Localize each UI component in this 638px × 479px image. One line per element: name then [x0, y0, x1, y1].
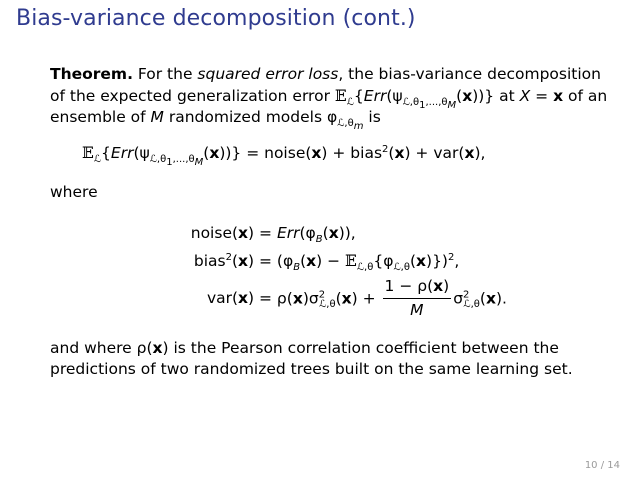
decomposition-equation: $𝔼_ℒ\{Err(\psi_{ℒ,\theta_1,...,\theta_M}(x))\}$ = noise(x) + bias$^2$(x) + var(x), — [82, 143, 486, 168]
fraction: $\frac{1 - \rho(x)}{M}$ — [384, 276, 450, 319]
slide-title: Bias-variance decomposition (cont.) — [16, 6, 416, 31]
theorem-label: Theorem. — [50, 65, 133, 83]
theorem-text: randomized models — [163, 108, 327, 126]
closing-text: ) is the Pearson correlation coefficient between the predictions of two randomized trees built on the same learning set. — [50, 338, 573, 378]
page-number: 10 / 14 — [584, 460, 620, 471]
component-equations — [50, 220, 507, 322]
noise-equation: noise(x) = $Err(\varphi_B(x))$, — [190, 223, 356, 245]
where-label: where — [50, 183, 98, 201]
theorem-text: , the bias-variance decomposition of the expected generalization error — [50, 65, 601, 105]
theorem-text: For the — [132, 65, 198, 83]
slide-content — [50, 64, 610, 381]
theorem-text: at — [494, 86, 520, 105]
emphasis-text: squared error loss — [197, 65, 339, 83]
variance-equation: var(x) = $\rho(x)\sigma^2_{ℒ,\theta}(x)$ + $\frac{1 - \rho(x)}{M}$ $\sigma^2_{ℒ,\theta}(x)$. — [50, 276, 507, 322]
closing-text: and where ρ( — [50, 338, 153, 357]
closing-paragraph: and where ρ(x) is the Pearson correlation coefficient between the predictions of two randomized trees built on the same learning set. — [50, 338, 573, 378]
bias-equation: bias$^2$(x) = ($\varphi_B(x)$ − $𝔼_{ℒ,\theta}\{\varphi_{ℒ,\theta}(x)\})^2$, — [193, 251, 460, 273]
theorem-text: is — [363, 108, 381, 126]
theorem-statement: Theorem. For the squared error loss, the bias-variance decomposition of the expected generalization error $𝔼_ℒ\{Err(\psi_{ℒ,\theta_1,...,\theta_M}(x))\}$ at X = x of an ensemble of M randomized models $\varphi_{ℒ,\theta_m}$ is — [50, 65, 608, 133]
theorem-text: of an ensemble of — [50, 86, 608, 126]
